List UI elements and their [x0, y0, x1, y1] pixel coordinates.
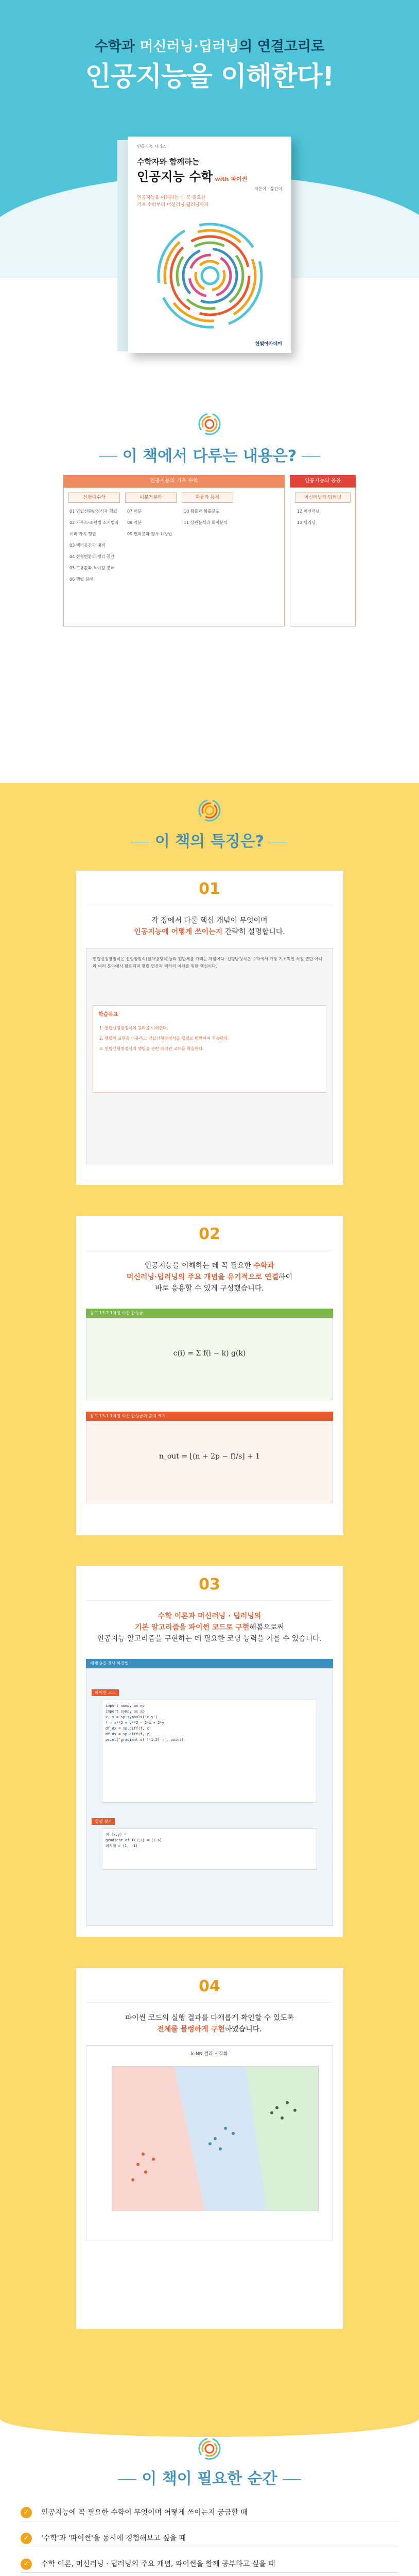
book-title-line2: 인공지능 수학 with 파이썬	[137, 170, 248, 184]
book-publisher: 한빛아카데미	[255, 342, 282, 347]
check-icon: ✓	[21, 2533, 32, 2544]
moment-item: ✓ 인공지능에 꼭 필요한 수학이 무엇이며 어떻게 쓰이는지 궁금할 때	[21, 2504, 398, 2521]
output-block: 점 (x,y) = gradient of f(1,2) = [2 6] 최적해 = (1, -1)	[102, 1828, 317, 1870]
col-head-probability: 확률과 통계	[182, 493, 233, 503]
col-head-calculus: 미분적분학	[125, 493, 177, 503]
code-block: import numpy as np import sympy as sp x, y = sp.symbols('x y') f = x**2 + y**2 - 2*x + 2*y df_dx = sp.diff(f, x) df_dy = sp.diff(f, y) print('gradient of f(1,2) =', point)	[102, 1700, 317, 1803]
feature-number: 01	[199, 880, 220, 898]
hero-title: 인공지능을 이해한다!	[85, 61, 334, 92]
moment-section	[0, 2375, 419, 2576]
col-ml-dl	[297, 506, 348, 529]
book-title-line1: 수학자와 함께하는	[137, 157, 200, 166]
list-item: 12 머신러닝	[297, 509, 320, 514]
col-linear-algebra	[69, 506, 121, 585]
feature-number: 03	[199, 1575, 220, 1594]
spiral-logo-icon	[198, 2437, 221, 2461]
features-title: 이 책의 특징은?	[0, 828, 419, 851]
contents-section	[0, 392, 419, 783]
feature-text: 인공지능을 이해하는 데 꼭 필요한 수학과 머신러닝·딥러닝의 주요 개념을 유기적으로 연결하여 바로 응용할 수 있게 구성했습니다.	[126, 1262, 293, 1293]
list-item: 06 행렬 분해	[69, 577, 94, 582]
example-box	[86, 1318, 333, 1400]
list-item: 11 상관분석과 회귀분석	[184, 520, 228, 525]
feature-card-3	[76, 1566, 343, 1937]
category-applications: 인공지능의 응용	[290, 475, 356, 487]
moment-band	[0, 2375, 419, 2437]
list-item: 05 고유값과 특이값 분해	[69, 566, 115, 570]
example-box	[86, 1668, 333, 1926]
check-icon: ✓	[21, 2558, 32, 2570]
goal-title: 학습목표	[98, 1012, 118, 1018]
feature-card-4	[76, 1968, 343, 2329]
col-probability	[184, 506, 235, 529]
formula: n_out = ⌊(n + 2p − f)/s⌋ + 1	[159, 1452, 260, 1461]
book-cover	[128, 137, 291, 353]
list-item: 07 미분	[127, 509, 142, 514]
list-item: 08 적분	[127, 520, 142, 525]
list-item: 02 가우스-조던법 소거법과 여러 가지 행렬	[69, 520, 119, 536]
spiral-logo-icon	[198, 799, 221, 822]
example-tag: 참고 13-1 1차원 이산 합성곱의 출력 크기	[86, 1412, 333, 1421]
code-label: 파이썬 코드	[92, 1689, 119, 1696]
list-item: 01 연립선형방정식과 행렬	[69, 509, 117, 514]
hero-subtitle: 수학과 머신러닝·딥러닝의 연결고리로	[94, 39, 325, 55]
sample-body: 연립선형방정식은 선형방정식(일차방정식)들의 집합체를 가리는 개념이다. 선형방정식은 수학에서 가장 기초적인 식일 뿐만 아니라 여러 분야에서 활용되며 행렬 연산과 벡터의 이해를 위한 핵심이다.	[93, 957, 323, 969]
feature-sample-page	[86, 948, 333, 1164]
feature-number: 02	[199, 1225, 220, 1243]
check-icon: ✓	[21, 2507, 32, 2518]
book-author: 지은이 · 옮긴이	[254, 187, 282, 191]
formula: c(i) = Σ f(i − k) g(k)	[173, 1349, 246, 1358]
feature-text: 수학 이론과 머신러닝 · 딥러닝의 기본 알고리즘을 파이썬 코드로 구현해봄으로써 인공지능 알고리즘을 구현하는 데 필요한 코딩 능력을 기를 수 있습니다.	[97, 1612, 322, 1643]
book-desc: 인공지능을 이해하는 데 꼭 필요한 기초 수학부터 머신러닝·딥러닝까지	[137, 195, 208, 208]
hero-section	[0, 0, 419, 392]
features-section	[0, 783, 419, 2375]
example-tag: 참고 13-2 1차원 이산 합성곱	[86, 1309, 333, 1318]
feature-card-1	[76, 871, 343, 1185]
feature-card-2	[76, 1216, 343, 1535]
moment-item: ✓ 수학 이론, 머신러닝 · 딥러닝의 주요 개념, 파이썬을 함께 공부하고 싶을 때	[21, 2555, 398, 2573]
list-item: 03 벡터공간과 내적	[69, 543, 106, 548]
moment-title: 이 책이 필요한 순간	[0, 2466, 419, 2488]
list-item: 13 딥러닝	[297, 520, 316, 525]
example-box	[86, 1421, 333, 1503]
feature-number: 04	[199, 1977, 220, 1995]
feature-text: 파이썬 코드의 실행 결과를 다채롭게 확인할 수 있도록 전체를 물렁하게 구현하였습니다.	[125, 2014, 294, 2033]
list-item: 04 선형변환과 행의 공간	[69, 554, 115, 559]
example-tag: 예제 9-5 경사 하강법	[86, 1659, 333, 1668]
feature-text: 각 장에서 다룰 핵심 개념이 무엇이며 인공지능에 어떻게 쓰이는지 간략히 설명합니다.	[134, 917, 285, 936]
list-item: 10 확률과 확률분포	[184, 509, 220, 514]
book-series: 인공지능 시리즈	[137, 144, 166, 149]
book-spiral-art	[148, 214, 272, 337]
category-basic-math: 인공지능의 기초 수학	[63, 475, 285, 487]
plot-box	[86, 2045, 333, 2241]
goal-box	[93, 1005, 326, 1093]
col-calculus	[127, 506, 179, 540]
book-spine	[117, 140, 129, 351]
output-label: 실행 결과	[92, 1818, 115, 1825]
list-item: 09 편미분과 경사 하강법	[127, 532, 172, 536]
moment-item: ✓ '수학'과 '파이썬'을 동시에 경험해보고 싶을 때	[21, 2530, 398, 2547]
scatter-plot	[97, 2061, 323, 2226]
goal-list: 1. 연립선형방정식의 원리를 이해한다. 2. 행렬의 표현을 이용하고 연립선형방정식을 행렬로 변환하여 학습한다. 3. 연립선형방정식의 행렬을 관련 파이썬 코드를 학습한다.	[99, 1026, 230, 1051]
col-head-linear-algebra: 선형대수학	[68, 493, 120, 503]
plot-title: k-NN 결과 시각화	[191, 2052, 228, 2057]
spiral-logo-icon	[198, 412, 221, 436]
col-head-ml-dl: 머신러닝과 딥러닝	[295, 493, 351, 503]
contents-title: 이 책에서 다루는 내용은?	[0, 443, 419, 466]
